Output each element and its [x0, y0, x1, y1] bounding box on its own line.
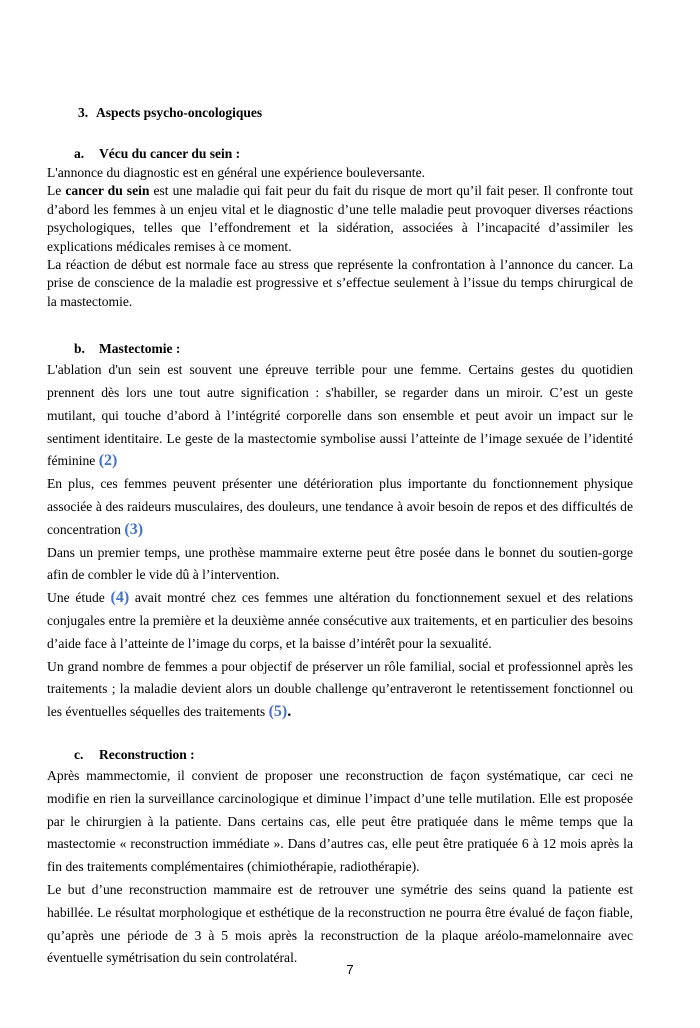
text-run: Le — [47, 183, 66, 199]
section-heading — [47, 103, 633, 123]
section-number: 3. — [78, 105, 89, 120]
paragraph — [47, 182, 633, 256]
paragraph — [47, 359, 633, 473]
subsection-c-letter: c. — [74, 747, 84, 762]
subsection-b-heading — [47, 339, 633, 359]
paragraph: Dans un premier temps, une prothèse mammaire externe peut être posée dans le bonnet du soutien-gorge afin de combler le vide dû à l’intervention. — [47, 544, 633, 583]
bold-term: cancer du sein — [65, 183, 150, 199]
citation-link[interactable]: (2) — [98, 452, 118, 470]
text-run: Une étude — [47, 590, 111, 606]
paragraph — [47, 587, 633, 655]
period: . — [287, 703, 292, 721]
paragraph: L'annonce du diagnostic est en général une expérience bouleversante. — [47, 165, 426, 180]
text-run: En plus, ces femmes peuvent présenter une détérioration plus importante du fonctionnement physique associée à des raideurs musculaires, des douleurs, une tendance à avoir besoin de repos et des difficultés de concentration — [47, 476, 633, 537]
paragraph: Le but d’une reconstruction mammaire est de retrouver une symétrie des seins quand la patiente est habillée. Le résultat morphologique et esthétique de la reconstruction ne pourra être évalué de façon fiable, qu’après une période de 3 à 5 mois après la reconstruction de la plaque aréolo-mamelonnaire avec éventuelle symétrisation du sein controlatéral. — [47, 881, 633, 966]
page-content — [47, 103, 633, 970]
subsection-c — [47, 745, 633, 970]
paragraph: Après mammectomie, il convient de proposer une reconstruction de façon systématique, car ceci ne modifie en rien la surveillance carcinologique et diminue l’impact d’une telle mutilation. Elle est proposée par le chirurgien à la patiente. Dans certains cas, elle peut être pratiquée dans le même temps que la mastectomie « reconstruction immédiate ». Dans d’autres cas, elle peut être pratiquée 6 à 12 mois après la fin des traitements complémentaires (chimiothérapie, radiothérapie). — [47, 768, 633, 875]
subsection-b-letter: b. — [74, 341, 85, 357]
citation-link[interactable]: (3) — [124, 520, 144, 538]
subsection-a-heading — [47, 144, 633, 164]
subsection-b-title: Mastectomie : — [99, 341, 181, 357]
citation-link[interactable]: (5) — [268, 703, 288, 721]
subsection-c-title: Reconstruction : — [99, 747, 195, 762]
subsection-a-letter: a. — [74, 146, 85, 161]
subsection-a-title: Vécu du cancer du sein : — [99, 146, 241, 161]
citation-link[interactable]: (4) — [110, 589, 130, 607]
page-number: 7 — [346, 962, 354, 977]
section-title: Aspects psycho-oncologiques — [96, 105, 263, 120]
text-run: Un grand nombre de femmes a pour objectif de préserver un rôle familial, social et professionnel après les traitements ; la maladie devient alors un double challenge qu’entraveront le retentissement fonctionnel ou les éventuelles séquelles des traitements — [47, 658, 633, 720]
subsection-c-heading — [47, 745, 633, 765]
subsection-b — [47, 339, 633, 724]
paragraph — [47, 656, 633, 724]
subsection-a — [47, 144, 633, 311]
text-run: avait montré chez ces femmes une altération du fonctionnement sexuel et des relations conjugales entre la première et la deuxième année consécutive aux traitements, et en particulier des besoins d’aide face à l’atteinte de l’image du corps, et la baisse d’intérêt pour la sexualité. — [47, 590, 633, 651]
text-run: est une maladie qui fait peur du fait du risque de mort qu’il fait peser. Il confronte tout d’abord les femmes à un enjeu vital et le diagnostic d’une telle maladie peut provoquer diverses réactions psychologiques, telles que l’effondrement et la sidération, associées à l’incapacité d’assimiler les explications médicales remises à ce moment. — [47, 183, 633, 254]
paragraph: La réaction de début est normale face au stress que représente la confrontation à l’annonce du cancer. La prise de conscience de la maladie est progressive et s’effectue seulement à l’issue du temps chirurgical de la mastectomie. — [47, 257, 633, 309]
text-run: L'ablation d'un sein est souvent une épreuve terrible pour une femme. Certains gestes du quotidien prennent dès lors une tout autre signification : s'habiller, se regarder dans un miroir. C’est un geste mutilant, qui touche d’abord à l’intégrité corporelle dans son ensemble et peut avoir un impact sur le sentiment identitaire. Le geste de la mastectomie symbolise aussi l’atteinte de l’image sexuée de l’identité féminine — [47, 362, 633, 469]
paragraph — [47, 473, 633, 541]
